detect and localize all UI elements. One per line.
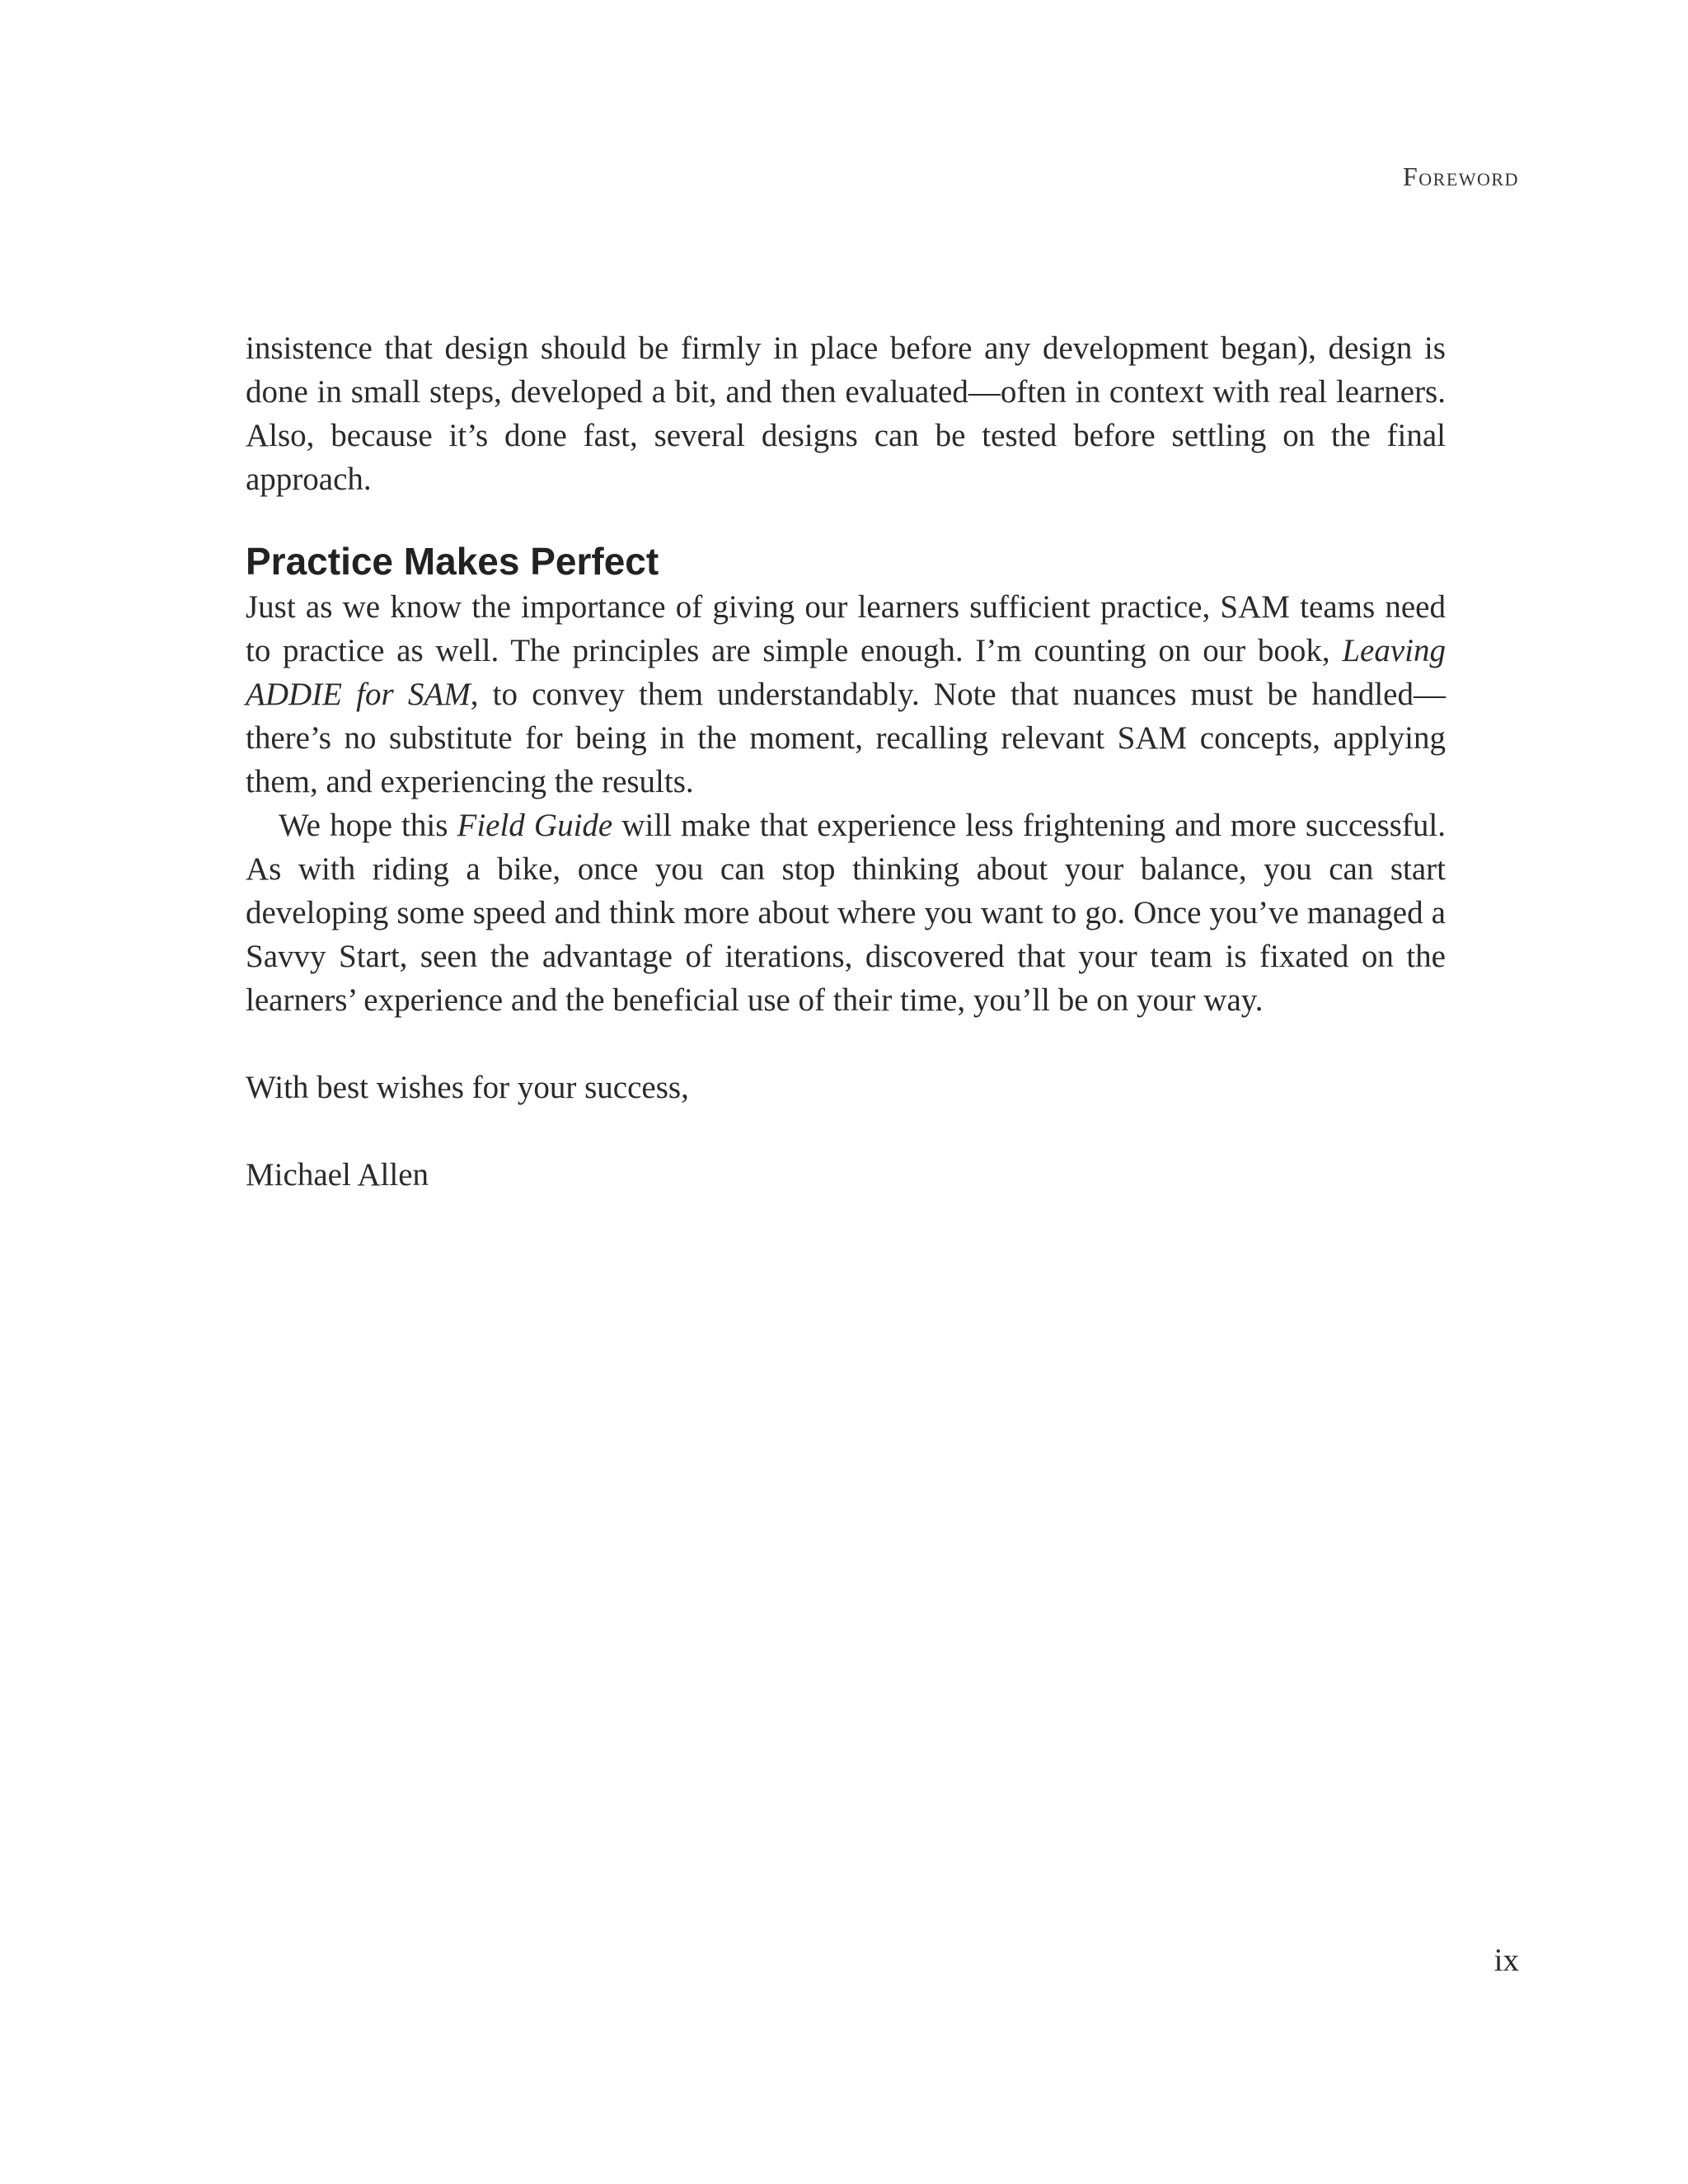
page-body (246, 326, 1446, 1197)
closing-line: With best wishes for your success, (246, 1070, 689, 1105)
paragraph-field-guide (246, 804, 1446, 1022)
paragraph-text: , to convey them understandably. Note that nuances must be handled—there’s no substitute for being in the moment, recalling relevant SAM concepts, applying them, and experiencing the results. (246, 677, 1446, 799)
paragraph-text: We hope this (279, 808, 457, 843)
paragraph-practice (246, 585, 1446, 804)
page-number: ix (1493, 1943, 1519, 1978)
section-heading: Practice Makes Perfect (246, 540, 659, 583)
book-title: Leaving ADDIE for SAM (246, 633, 1446, 712)
running-head: Foreword (1402, 162, 1519, 191)
paragraph-text: will make that experience less frightening and more successful. As with riding a bike, once you can stop thinking about your balance, you can start developing some speed and think more about where you want to go. Once you’ve managed a Savvy Start, seen the advantage of iterations, discovered that your team is fixated on the learners’ experience and the beneficial use of their time, you’ll be on your way. (246, 808, 1447, 1018)
signature: Michael Allen (246, 1157, 429, 1193)
book-title: Field Guide (457, 808, 613, 843)
paragraph-continued: insistence that design should be firmly in place before any development began), design is done in small steps, developed a bit, and then evaluated—often in context with real learners. Also, because it’s done fast, several designs can be tested before settling on the final approach. (246, 330, 1446, 497)
paragraph-text: Just as we know the importance of giving our learners sufficient practice, SAM teams need to practice as well. The principles are simple enough. I’m counting on our book, (246, 589, 1446, 668)
